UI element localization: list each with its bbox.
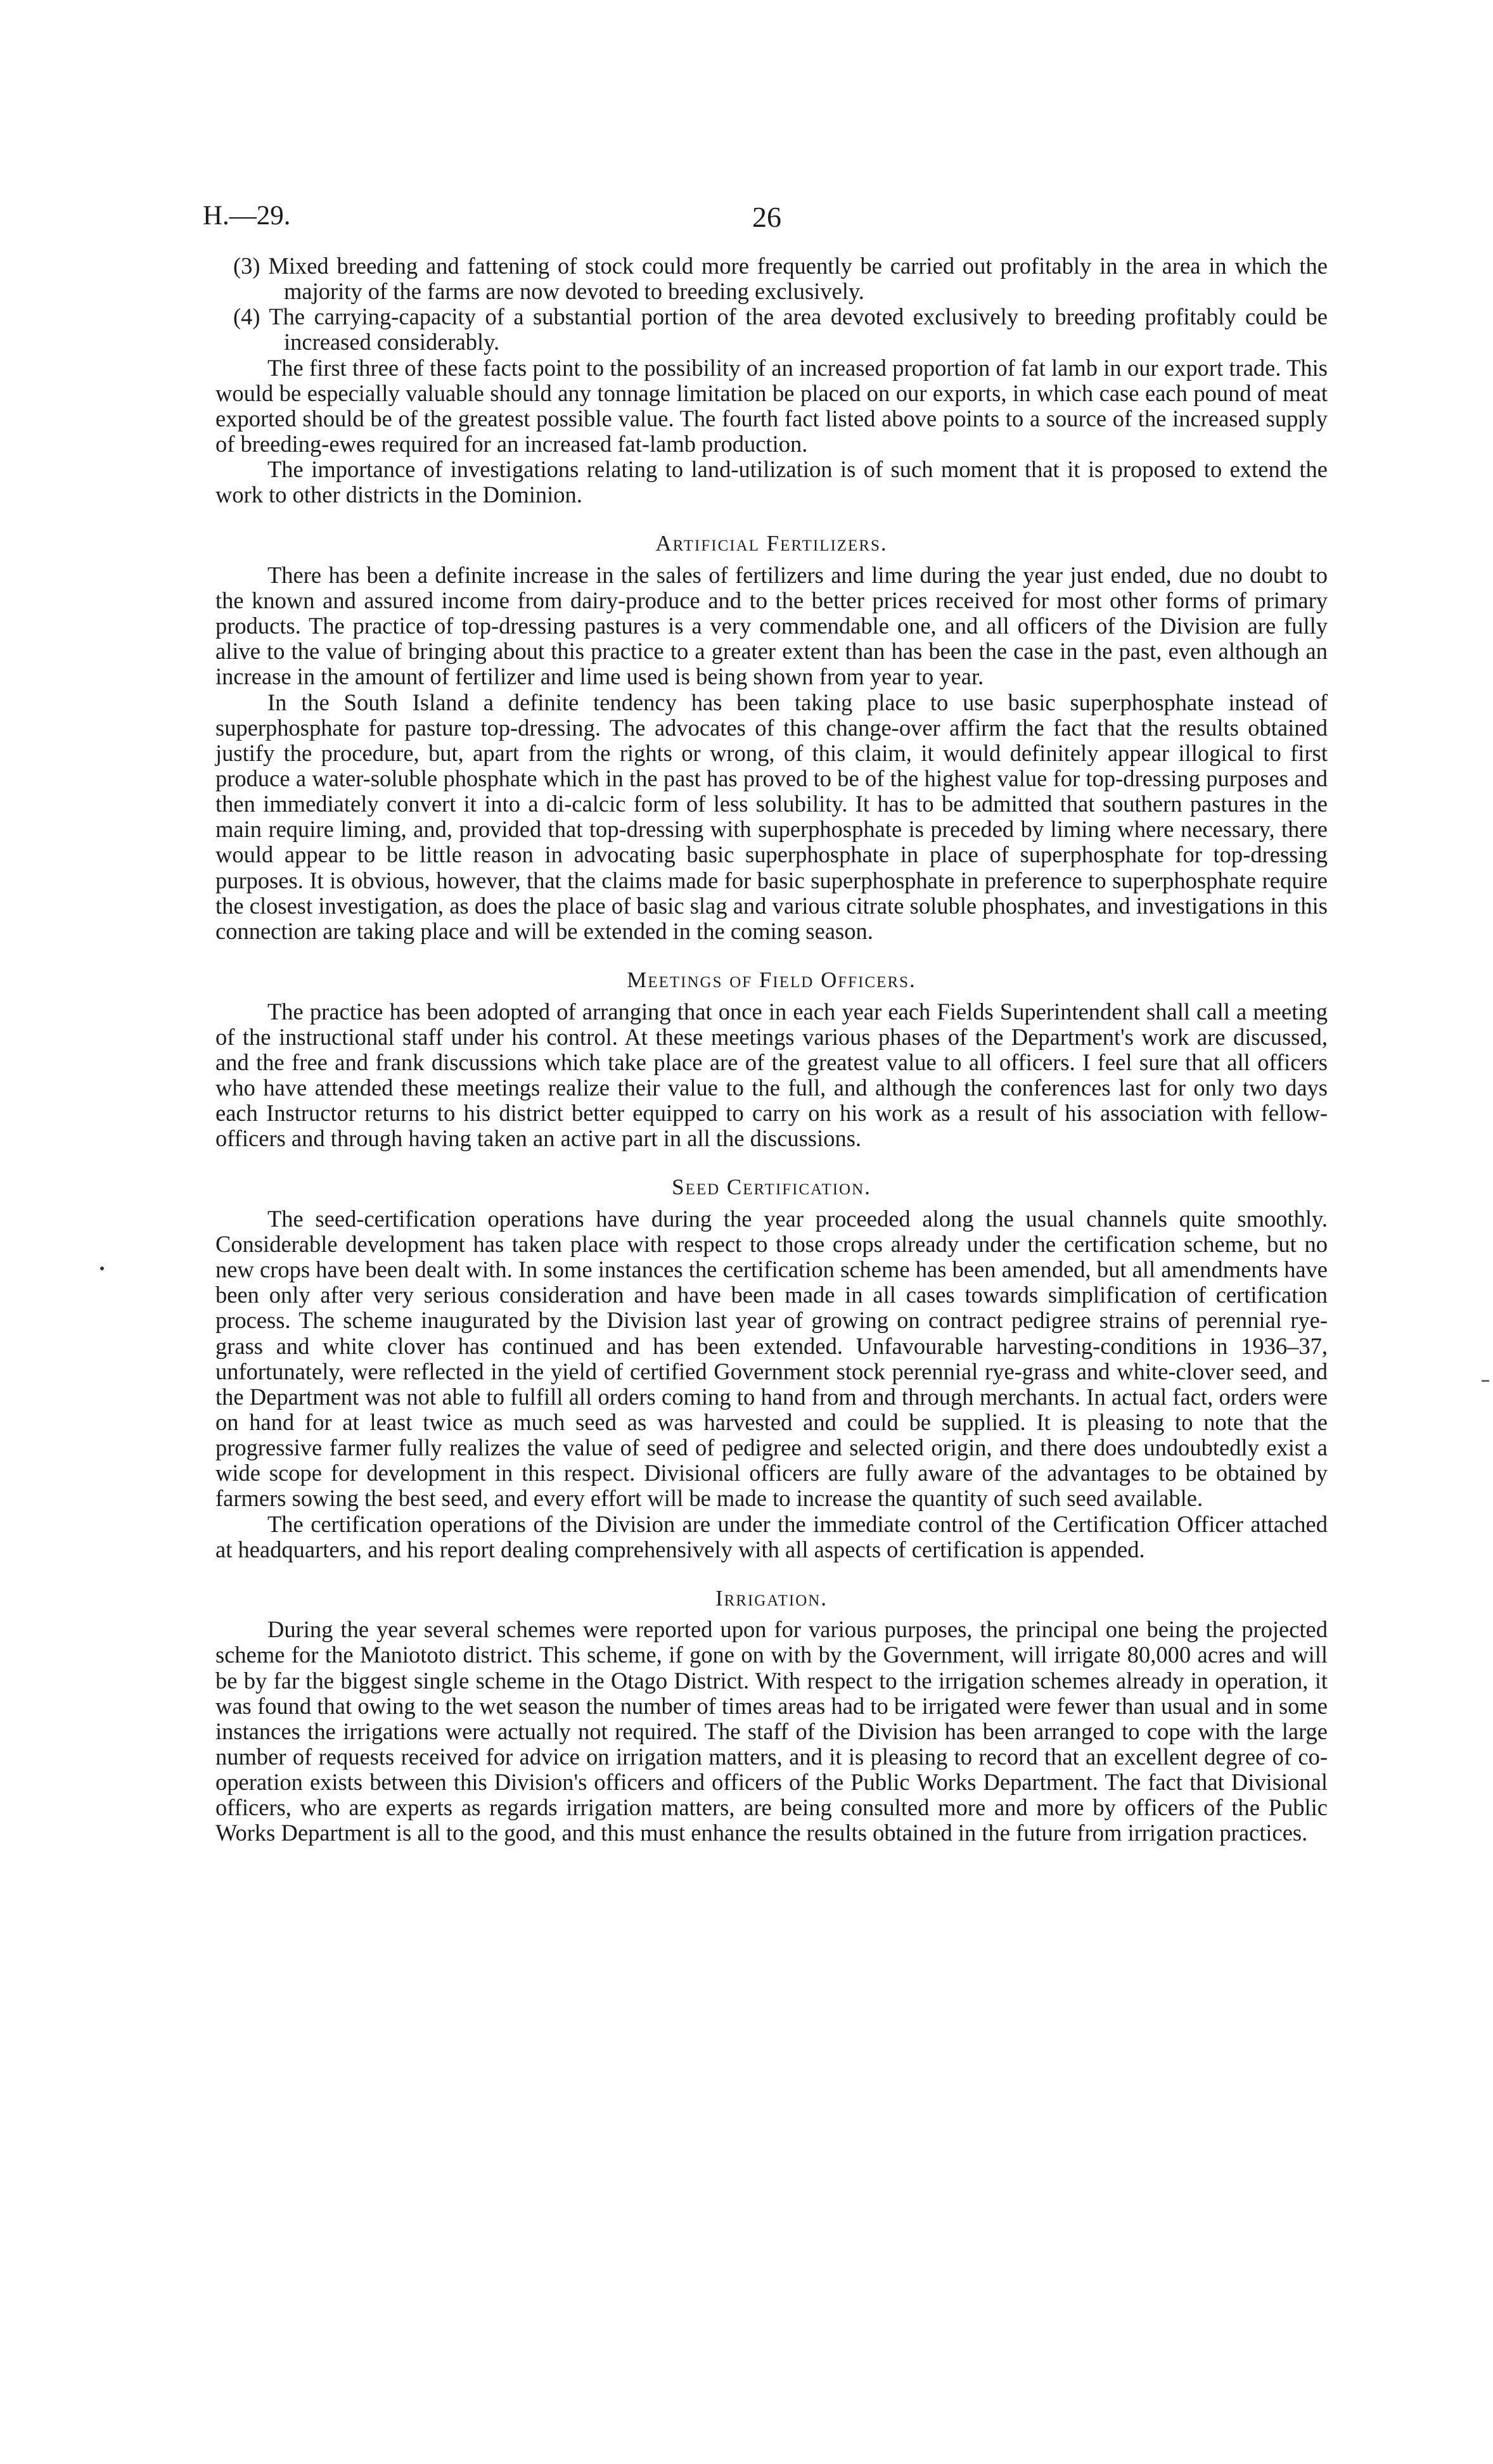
page-header [203, 200, 1331, 238]
margin-mark [100, 1267, 104, 1270]
section-heading: Artificial Fertilizers. [655, 531, 888, 556]
paragraph: In the South Island a definite tendency has been taking place to use basic superphosphate instead of superphosphate for pasture top-dressing. The advocates of this change-over affirm the fact that the results obtained justify the procedure, but, apart from the rights or wrong, of this claim, it would definitely appear illogical to first produce a water-soluble phosphate which in the past has proved to be of the highest value for top-dressing purposes and then immediately convert it into a di-calcic form of less solubility. It has to be admitted that southern pastures in the main require liming, and, provided that top-dressing with superphosphate is preceded by liming where necessary, there would appear to be little reason in advocating basic superphosphate in place of superphosphate for top-dressing purposes. It is obvious, however, that the claims made for basic superphosphate in preference to superphosphate require the closest investigation, as does the place of basic slag and various citrate soluble phosphates, and investigations in this connection are taking place and will be extended in the coming season. [215, 689, 1328, 944]
section-heading: Irrigation. [715, 1585, 828, 1611]
list-item: (4) The carrying-capacity of a substantial portion of the area devoted exclusively to breeding profitably could be increased considerably. [233, 303, 1328, 355]
section-heading: Seed Certification. [672, 1175, 871, 1200]
paragraph: The first three of these facts point to the possibility of an increased proportion of fat lamb in our export trade. This would be especially valuable should any tonnage limitation be placed on our exports, in which case each pound of meat exported should be of the greatest possible value. The fourth fact listed above points to a source of the increased supply of breeding-ewes required for an increased fat-lamb production. [215, 354, 1328, 457]
paragraph: The importance of investigations relating to land-utilization is of such moment that it is proposed to extend the work to other districts in the Dominion. [215, 456, 1328, 508]
paragraph: The seed-certification operations have during the year proceeded along the usual channels quite smoothly. Considerable development has taken place with respect to those crops already under the certification scheme, but no new crops have been dealt with. In some instances the certification scheme has been amended, but all amendments have been only after very serious consideration and have been made in all cases towards simplification of certification process. The scheme inaugurated by the Division last year of growing on contract pedigree strains of perennial rye-grass and white clover has continued and has been extended. Unfavourable harvesting-conditions in 1936–37, unfortunately, were reflected in the yield of certified Government stock perennial rye-grass and white-clover seed, and the Department was not able to fulfill all orders coming to hand from and through merchants. In actual fact, orders were on hand for at least twice as much seed as was harvested and could be supplied. It is pleasing to note that the progressive farmer fully realizes the value of seed of pedigree and selected origin, and there does undoubtedly exist a wide scope for development in this respect. Divisional officers are fully aware of the advantages to be obtained by farmers sowing the best seed, and every effort will be made to increase the quantity of such seed available. [215, 1205, 1328, 1512]
paragraph: There has been a definite increase in the sales of fertilizers and lime during the year just ended, due no doubt to the known and assured income from dairy-produce and to the better prices received for most other forms of primary products. The practice of top-dressing pastures is a very commendable one, and all officers of the Division are fully alive to the value of bringing about this practice to a greater extent than has been the case in the past, even although an increase in the amount of fertilizer and lime used is being shown from year to year. [215, 561, 1328, 690]
page-body [215, 253, 1328, 1846]
list-item: (3) Mixed breeding and fattening of stock could more frequently be carried out profitably in the area in which the majority of the farms are now devoted to breeding exclusively. [233, 253, 1328, 305]
paragraph: The practice has been adopted of arranging that once in each year each Fields Superintendent shall call a meeting of the instructional staff under his control. At these meetings various phases of the Department's work are discussed, and the free and frank discussions which take place are of the greatest value to all officers. I feel sure that all officers who have attended these meetings realize their value to the full, and although the conferences last for only two days each Instructor returns to his district better equipped to carry on his work as a result of his association with fellow-officers and through having taken an active part in all the discussions. [215, 998, 1328, 1152]
page-number: 26 [752, 201, 781, 233]
paragraph: During the year several schemes were reported upon for various purposes, the principal one being the projected scheme for the Maniototo district. This scheme, if gone on with by the Government, will irrigate 80,000 acres and will be by far the biggest single scheme in the Otago District. With respect to the irrigation schemes already in operation, it was found that owing to the wet season the number of times areas had to be irrigated were fewer than usual and in some instances the irrigations were actually not required. The staff of the Division has been arranged to cope with the large number of requests received for advice on irrigation matters, and it is pleasing to record that an excellent degree of co-operation exists between this Division's officers and officers of the Public Works Department. The fact that Divisional officers, who are experts as regards irrigation matters, are being consulted more and more by officers of the Public Works Department is all to the good, and this must enhance the results obtained in the future from irrigation practices. [215, 1616, 1328, 1846]
paragraph: The certification operations of the Division are under the immediate control of the Certification Officer attached at headquarters, and his report dealing comprehensively with all aspects of certification is appended. [215, 1510, 1328, 1562]
document-reference: H.—29. [203, 201, 291, 231]
margin-mark [1482, 1380, 1489, 1382]
section-heading: Meetings of Field Officers. [627, 967, 916, 993]
